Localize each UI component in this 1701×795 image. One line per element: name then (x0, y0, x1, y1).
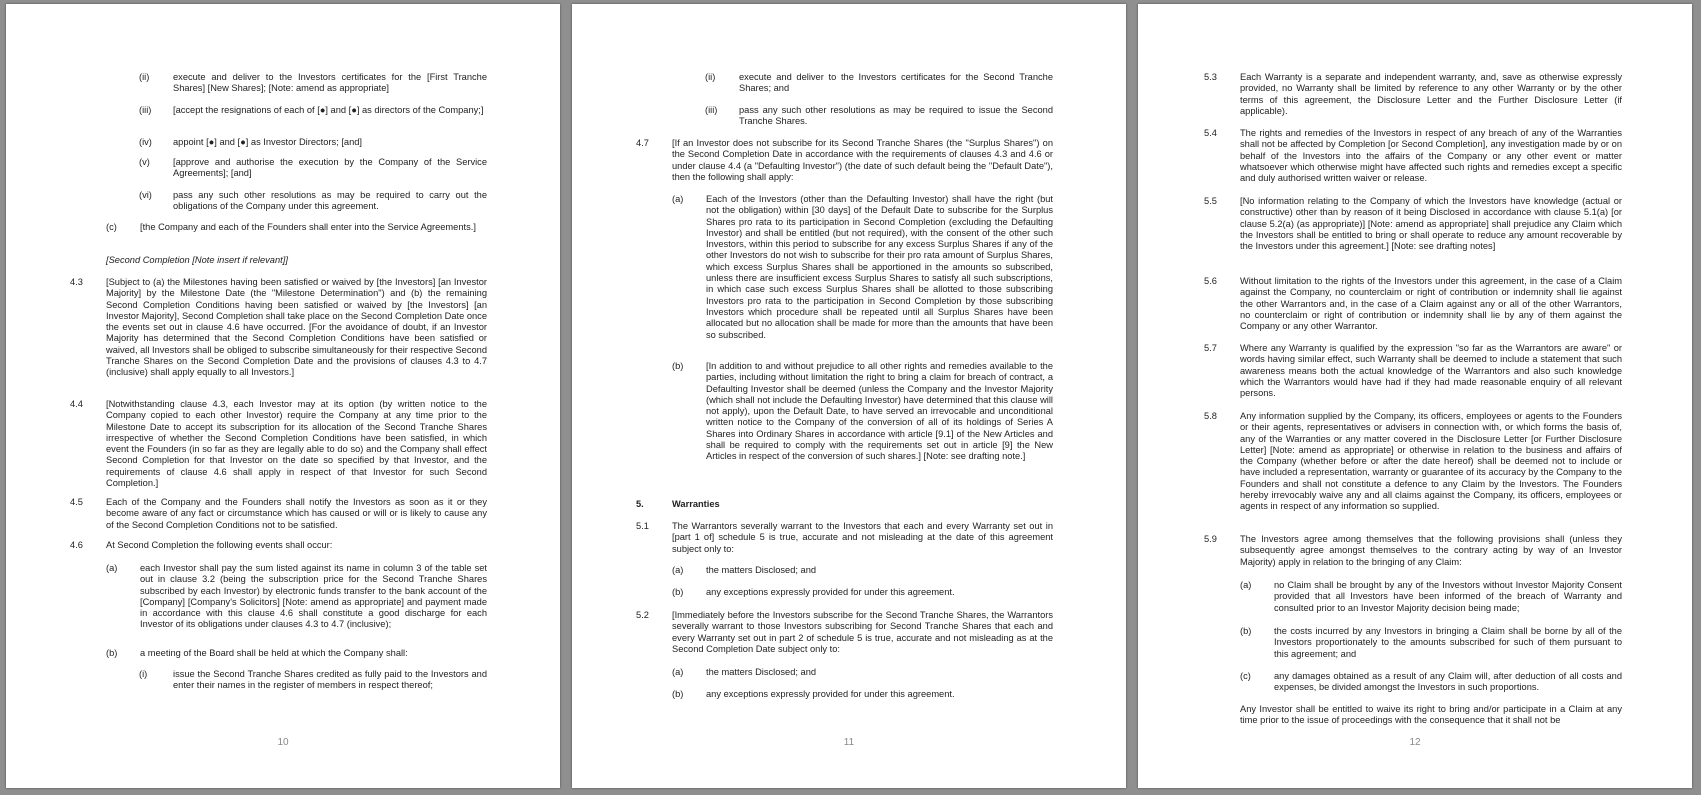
clause-number: 4.6 (70, 540, 83, 550)
clause-item (1204, 276, 1622, 332)
clause-item (672, 667, 1053, 678)
clause-number: 5.1 (636, 521, 649, 531)
clause-number: 5.2 (636, 610, 649, 620)
clause-item (1240, 580, 1622, 614)
clause-text: the matters Disclosed; and (706, 565, 817, 575)
clause-item (705, 72, 1053, 95)
clause-text: [If an Investor does not subscribe for its Second Tranche Shares (the "Surplus Shares") on the Second Completion Date in accordance with the requirements of clauses 4.3 and 4.6 or under clause 4.4 (a "Defaulting Investor") (the date of such default being the "Default Date"), then the following shall apply: (672, 138, 1053, 182)
clause-number: (vi) (139, 190, 152, 200)
page-number: 11 (843, 737, 855, 748)
document-page (572, 4, 1126, 788)
clause-item (139, 72, 487, 95)
clause-number: (iii) (705, 105, 718, 115)
clause-item (1240, 671, 1622, 694)
clause-text: any exceptions expressly provided for under this agreement. (706, 689, 955, 699)
clause-number: 4.3 (70, 277, 83, 287)
clause-item (1204, 196, 1622, 252)
page-number: 12 (1409, 737, 1421, 748)
clause-number: 5.3 (1204, 72, 1217, 82)
clause-number: (ii) (705, 72, 716, 82)
clause-text: [No information relating to the Company of which the Investors have knowledge (actual or constructive) other than by reason of it being Disclosed in accordance with clause 5.1(a) [or clause 5.2(a) (as appropriate)] [Note: amend as appropriate] shall prejudice any Claim which the Investors shall be entitled to bring or shall operate to reduce any amount recoverable by the Investors under this agreement.] [Note: see drafting notes] (1240, 196, 1622, 252)
clause-text: any damages obtained as a result of any Claim will, after deduction of all costs and expenses, be divided amongst the Investors in such proportions. (1274, 671, 1622, 693)
clause-number: 5.8 (1204, 411, 1217, 421)
clause-item (70, 399, 487, 489)
document-page (1138, 4, 1692, 788)
clause-number: (b) (672, 689, 684, 699)
section-heading (636, 499, 1053, 510)
clause-item (1240, 704, 1622, 727)
clause-text: Each of the Investors (other than the Defaulting Investor) shall have the right (but not the obligation) within [30 days] of the Default Date to subscribe for the Surplus Shares pro rata to its participation in Second Completion (excluding the Defaulting Investor) and shall be entitled (but not required), with the consent of the other such Investors, within this period to subscribe for any excess Surplus Shares if any of the other Investors do not wish to subscribe for their pro rata amount of Surplus Shares, which excess Surplus Shares shall be apportioned in the amounts so subscribed, unless there are insufficient excess Surplus Shares to satisfy all such subscriptions, in which case such excess Surplus Shares shall be allotted to those subscribing Investors pro rata to the participation in Second Completion by those subscribing Investors which procedure shall be repeated until all Surplus Shares have been allocated but no allocation shall be made for more than the amounts that have been so subscribed. (706, 194, 1053, 340)
clause-item (672, 361, 1053, 463)
document-page (6, 4, 560, 788)
clause-item (70, 497, 487, 531)
clause-text: The rights and remedies of the Investors in respect of any breach of any of the Warranties shall not be affected by Completion [or Second Completion], any investigation made by or on behalf of the Investors into the affairs of the Company or any other event or matter whatsoever which otherwise might have affected such rights and remedies except a specific and duly authorised written waiver or release. (1240, 128, 1622, 184)
clause-number: 4.7 (636, 138, 649, 148)
clause-number: (a) (672, 565, 684, 575)
clause-number: (c) (1240, 671, 1251, 681)
clause-item (705, 105, 1053, 128)
clause-item (636, 521, 1053, 555)
clause-text: [Subject to (a) the Milestones having been satisfied or waived by [the Investors] [an Investor Majority] by the Milestone Date (the "Milestone Determination") and (b) the remaining Second Completion Conditions having been satisfied or waived by [the Investors] [an Investor Majority], Second Completion shall take place on the Second Completion Date once the events set out in clause 4.6 have occurred. [For the avoidance of doubt, if an Investor Majority has determined that the Second Completion Conditions have been satisfied or waived, all Investors shall be obliged to subscribe simultaneously for their respective Second Tranche Shares on the Second Completion Date and the provisions of clauses 4.3 to 4.7 (inclusive) shall apply equally to all Investors.] (106, 277, 487, 378)
clause-number: (b) (1240, 626, 1252, 636)
clause-text: execute and deliver to the Investors certificates for the Second Tranche Shares; and (739, 72, 1053, 94)
clause-item (672, 587, 1053, 598)
clause-text: [Notwithstanding clause 4.3, each Investor may at its option (by written notice to the Company copied to each other Investor) require the Company at any time prior to the Milestone Date to accept its subscription for its allocation of the Second Tranche Shares irrespective of whether the Second Completion Conditions have been satisfied, in which event the Founders (in so far as they are legally able to do so) and the Company shall effect Second Completion for that Investor on the date so specified by that Investor, and the requirements of clause 4.6 shall apply in respect of that Investor for such Second Completion.] (106, 399, 487, 489)
clause-text: Any Investor shall be entitled to waive its right to bring and/or participate in a Claim at any time prior to the issue of proceedings with the consequence that it shall not be (1240, 704, 1622, 726)
clause-item (636, 610, 1053, 655)
clause-text: appoint [●] and [●] as Investor Directors; [and] (173, 137, 362, 147)
clause-number: 5.4 (1204, 128, 1217, 138)
clause-number: (a) (106, 563, 118, 573)
section-note (106, 255, 487, 266)
clause-item (1204, 128, 1622, 184)
page-number: 10 (277, 737, 289, 748)
clause-item (1204, 411, 1622, 513)
clause-text: [accept the resignations of each of [●] and [●] as directors of the Company;] (173, 105, 484, 115)
clause-number: 4.5 (70, 497, 83, 507)
clause-text: no Claim shall be brought by any of the Investors without Investor Majority Consent provided that all Investors have been informed of the breach of Warranty and consulted prior to an Investor Majority decision being made; (1274, 580, 1622, 613)
clause-number: 5.6 (1204, 276, 1217, 286)
clause-text: [Second Completion [Note insert if relevant]] (106, 255, 288, 265)
clause-text: Without limitation to the rights of the Investors under this agreement, in the case of a Claim against the Company, no counterclaim or right of contribution or indemnity shall lie against the other Warrantors and, in the case of a Claim against any or all of the other Warrantors, no counterclaim or right of contribution or indemnity shall lie by any of them against the Company or any other Warrantor. (1240, 276, 1622, 332)
clause-text: Each Warranty is a separate and independent warranty, and, save as otherwise expressly provided, no Warranty shall be limited by reference to any other Warranty or by the other terms of this agreement, the Disclosure Letter and the Further Disclosure Letter (if applicable). (1240, 72, 1622, 116)
clause-item (106, 222, 487, 233)
clause-number: (b) (672, 587, 684, 597)
clause-number: 4.4 (70, 399, 83, 409)
clause-text: [In addition to and without prejudice to all other rights and remedies available to the parties, including without limitation the right to bring a claim for breach of contract, a Defaulting Investor shall be deemed (unless the Company and the Investor Majority (which shall not include the Defaulting Investor) have determined that this clause will not apply), upon the Default Date, to have served an irrevocable and unconditional written notice to the Company of the conversion of all of its holdings of Series A Shares into Ordinary Shares in accordance with article [9.1] of the New Articles and shall be required to comply with the requirements set out in article [9] the New Articles in respect of the conversion of such shares.] [Note: see drafting note.] (706, 361, 1053, 462)
clause-item (70, 277, 487, 379)
clause-number: 5.9 (1204, 534, 1217, 544)
clause-text: The Warrantors severally warrant to the Investors that each and every Warranty set out in [part 1 of] schedule 5 is true, accurate and not misleading at the date of this agreement subject only to: (672, 521, 1053, 554)
clause-item (1204, 343, 1622, 399)
clause-item (672, 194, 1053, 341)
clause-item (106, 648, 487, 659)
clause-text: Any information supplied by the Company, its officers, employees or agents to the Founders or their agents, representatives or advisers in connection with, or which forms the basis of, any of the Warranties or any matter covered in the Disclosure Letter [or Further Disclosure Letter] [Note: amend as appropriate] or otherwise in relation to the business and affairs of the Company (whether before or after the date hereof) shall be deemed not to include or have included a representation, warranty or guarantee of its accuracy by the Company to the Founders and shall not constitute a defence to any Claim by the Investors. The Founders hereby irrevocably waive any and all claims against the Company, its officers, employees or agents in respect of any information so supplied. (1240, 411, 1622, 512)
clause-item (139, 137, 487, 148)
clause-text: [Immediately before the Investors subscribe for the Second Tranche Shares, the Warrantors severally warrant to those Investors subscribing for Second Tranche Shares that each and every Warranty set out in part 2 of schedule 5 is true, accurate and not misleading as at the Second Completion Date subject only to: (672, 610, 1053, 654)
clause-text: At Second Completion the following events shall occur: (106, 540, 333, 550)
clause-item (1240, 626, 1622, 660)
heading-text: Warranties (672, 499, 720, 509)
clause-number: (b) (106, 648, 118, 658)
clause-text: the costs incurred by any Investors in bringing a Claim shall be borne by all of the Investors proportionately to the amounts subscribed for such of them pursuant to this agreement; and (1274, 626, 1622, 659)
clause-item (139, 190, 487, 213)
clause-number: (a) (672, 667, 684, 677)
clause-text: issue the Second Tranche Shares credited as fully paid to the Investors and enter their names in the register of members in respect thereof; (173, 669, 487, 691)
clause-item (1204, 534, 1622, 568)
clause-number: (iii) (139, 105, 152, 115)
clause-item (106, 563, 487, 631)
clause-text: a meeting of the Board shall be held at which the Company shall: (140, 648, 408, 658)
clause-text: the matters Disclosed; and (706, 667, 817, 677)
clause-number: (a) (672, 194, 684, 204)
clause-text: The Investors agree among themselves that the following provisions shall (unless they subsequently agree amongst themselves to the contrary acting by way of an Investor Majority) apply in relation to the bringing of any Claim: (1240, 534, 1622, 567)
clause-item (139, 105, 487, 116)
clause-item (70, 540, 487, 551)
clause-number: 5.5 (1204, 196, 1217, 206)
clause-number: (i) (139, 669, 148, 679)
clause-number: (a) (1240, 580, 1252, 590)
clause-item (636, 138, 1053, 183)
clause-number: (iv) (139, 137, 152, 147)
clause-number: (v) (139, 157, 150, 167)
clause-number: (c) (106, 222, 117, 232)
clause-item (1204, 72, 1622, 117)
clause-number: (ii) (139, 72, 150, 82)
clause-item (139, 157, 487, 180)
clause-number: 5. (636, 499, 644, 509)
clause-text: execute and deliver to the Investors certificates for the [First Tranche Shares] [New Shares]; [Note: amend as appropriate] (173, 72, 487, 94)
clause-text: Where any Warranty is qualified by the expression "so far as the Warrantors are aware" or words having similar effect, such Warranty shall be deemed to include a statement that such awareness means both the actual knowledge of the Warrantors and also such knowledge which the Warrantors would have had if they had made reasonable enquiry of all relevant persons. (1240, 343, 1622, 399)
clause-text: [approve and authorise the execution by the Company of the Service Agreements]; [and] (173, 157, 487, 179)
clause-text: each Investor shall pay the sum listed against its name in column 3 of the table set out in clause 3.2 (being the subscription price for the Second Tranche Shares subscribed by each Investor) by electronic funds transfer to the bank account of the [Company] [Company's Solicitors] [Note: amend as appropriate] and payment made in accordance with this clause 4.6 shall constitute a good discharge for each Investor of its obligations under clauses 4.3 to 4.7 (inclusive); (140, 563, 487, 630)
clause-number: (b) (672, 361, 684, 371)
clause-item (672, 565, 1053, 576)
clause-item (672, 689, 1053, 700)
clause-text: pass any such other resolutions as may be required to carry out the obligations of the Company under this agreement. (173, 190, 487, 212)
clause-number: 5.7 (1204, 343, 1217, 353)
clause-text: any exceptions expressly provided for under this agreement. (706, 587, 955, 597)
clause-text: Each of the Company and the Founders shall notify the Investors as soon as it or they become aware of any fact or circumstance which has caused or will or is likely to cause any of the Second Completion Conditions not to be satisfied. (106, 497, 487, 530)
clause-text: pass any such other resolutions as may be required to issue the Second Tranche Shares. (739, 105, 1053, 127)
clause-text: [the Company and each of the Founders shall enter into the Service Agreements.] (140, 222, 476, 232)
clause-item (139, 669, 487, 692)
